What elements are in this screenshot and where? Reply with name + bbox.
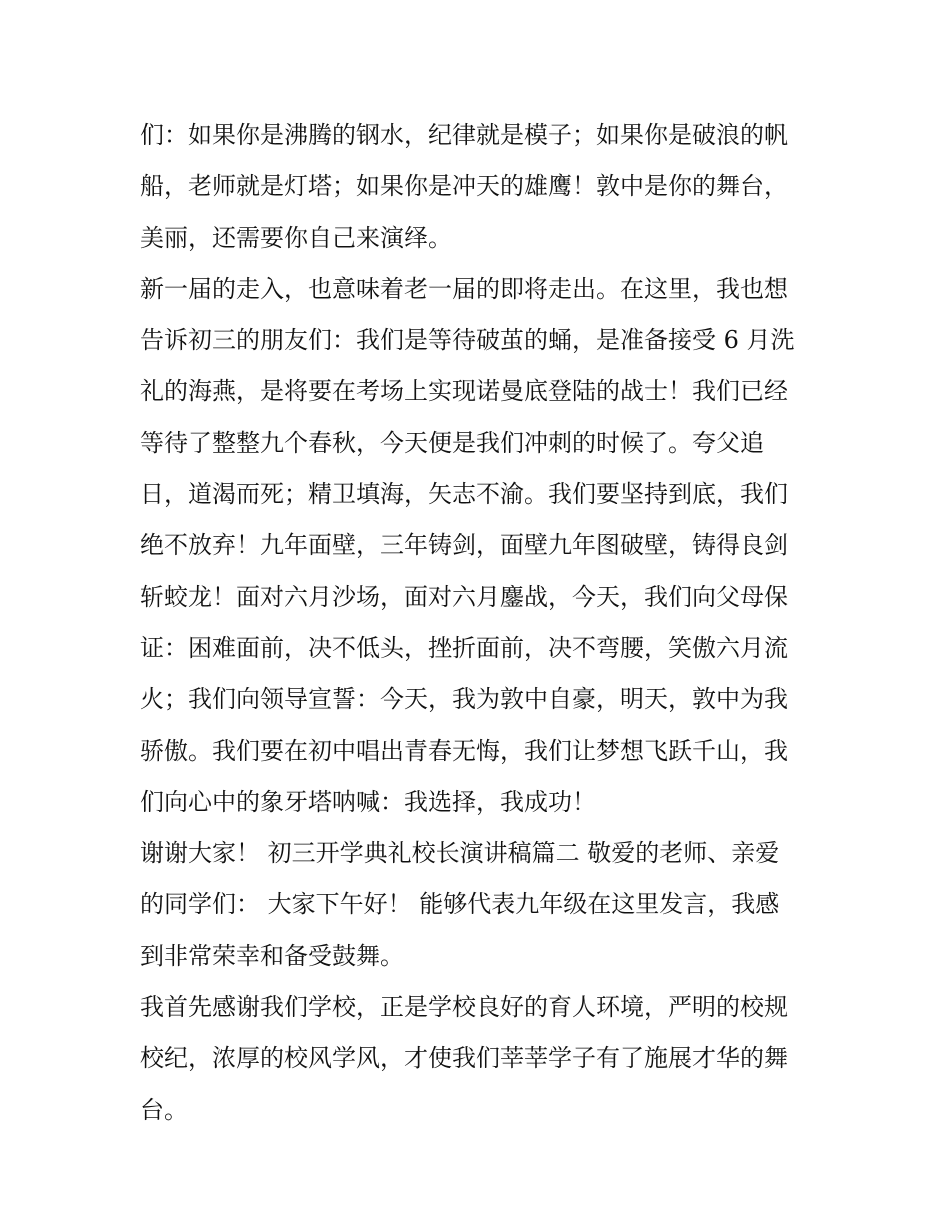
text-line: 台。 <box>140 1095 188 1124</box>
text-line: 新一届的走入，也意味着老一届的即将走出。在这里，我也想 <box>140 274 788 303</box>
text-line: 美丽，还需要你自己来演绎。 <box>140 223 452 252</box>
text-line: 等待了整整九个春秋，今天便是我们冲刺的时候了。夸父追 <box>140 428 764 457</box>
text-line: 礼的海燕，是将要在考场上实现诺曼底登陆的战士！我们已经 <box>140 377 788 406</box>
text-line: 到非常荣幸和备受鼓舞。 <box>140 941 404 970</box>
text-line: 骄傲。我们要在初中唱出青春无悔，我们让梦想飞跃千山，我 <box>140 736 788 765</box>
text-line: 船，老师就是灯塔；如果你是冲天的雄鹰！敦中是你的舞台， <box>140 172 788 201</box>
text-line: 我首先感谢我们学校，正是学校良好的育人环境，严明的校规 <box>140 993 788 1022</box>
text-line: 们：如果你是沸腾的钢水，纪律就是模子；如果你是破浪的帆 <box>140 121 788 149</box>
text-line: 校纪，浓厚的校风学风，才使我们莘莘学子有了施展才华的舞 <box>140 1044 788 1073</box>
text-line: 谢谢大家！ 初三开学典礼校长演讲稿篇二 敬爱的老师、亲爱 <box>140 839 780 868</box>
text-line: 斩蛟龙！面对六月沙场，面对六月鏖战，今天，我们向父母保 <box>140 582 788 611</box>
text-line: 们向心中的象牙塔呐喊：我选择，我成功！ <box>140 787 596 816</box>
text-line: 日，道渴而死；精卫填海，矢志不渝。我们要坚持到底，我们 <box>140 480 788 509</box>
text-line: 火；我们向领导宣誓：今天，我为敦中自豪，明天，敦中为我 <box>140 685 788 714</box>
text-line: 绝不放弃！九年面壁，三年铸剑，面壁九年图破壁，铸得良剑 <box>140 531 788 560</box>
text-line: 证：困难面前，决不低头，挫折面前，决不弯腰，笑傲六月流 <box>140 633 788 662</box>
document-body <box>140 110 820 1136</box>
text-line: 告诉初三的朋友们：我们是等待破茧的蛹，是准备接受 6 月洗 <box>140 326 795 355</box>
text-line: 的同学们： 大家下午好！ 能够代表九年级在这里发言，我感 <box>140 890 780 919</box>
